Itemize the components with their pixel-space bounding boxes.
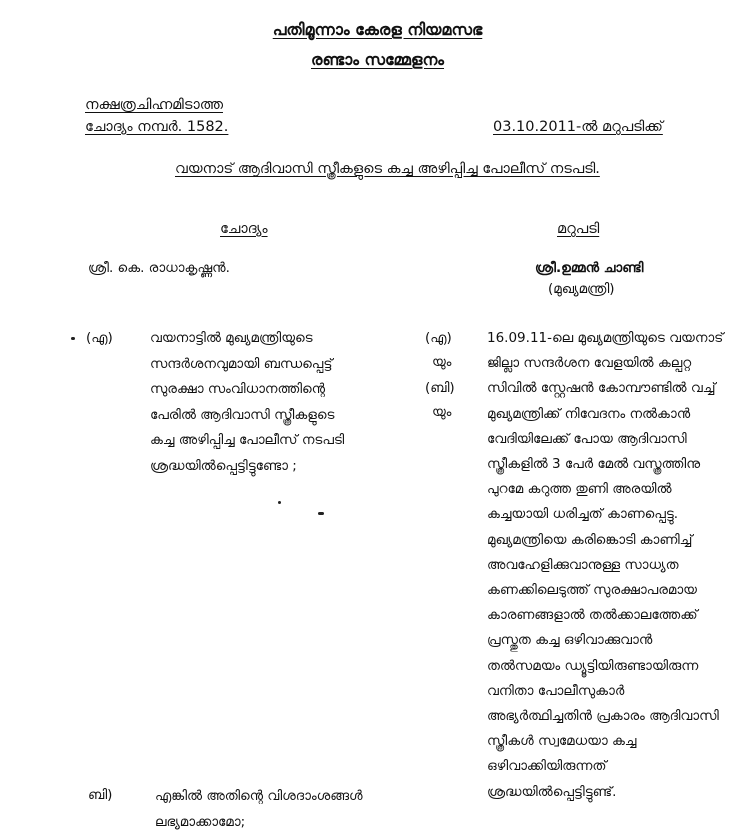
answer-line: ജില്ലാ സന്ദർശന വേളയിൽ കല്പറ്റ [487, 355, 692, 372]
question-a-line: കച്ച അഴിപ്പിച്ച പോലീസ് നടപടി [150, 432, 345, 448]
asked-by: ശ്രീ. കെ. രാധാകൃഷ്ണൻ. [88, 260, 230, 276]
question-a-line: ശ്രദ്ധയിൽപ്പെട്ടിട്ടുണ്ടോ ; [150, 457, 297, 474]
answer-line: ഒഴിവാക്കിയിരുന്നത് [487, 758, 607, 775]
question-number: ചോദ്യം നമ്പർ. 1582. [85, 119, 229, 135]
scan-mark [318, 512, 324, 515]
question-a-line: വയനാട്ടിൽ മുഖ്യമന്ത്രിയുടെ [150, 330, 313, 346]
answer-line: അവഹേളിക്കുവാനുള്ള സാധ്യത [487, 556, 679, 573]
answer-label: യും [432, 404, 452, 420]
question-heading: ചോദ്യം [220, 221, 268, 237]
answer-line: പ്രസ്തുത കച്ച ഒഴിവാക്കുവാൻ [487, 632, 653, 649]
answer-text [487, 326, 723, 805]
scan-mark [71, 337, 75, 340]
answer-label: യും [432, 354, 452, 370]
scan-mark [278, 501, 281, 504]
answer-label: (എ) [425, 330, 452, 346]
answer-line: കാരണങ്ങളാൽ തൽക്കാലത്തേക്ക് [487, 607, 698, 624]
answer-line: കണക്കിലെടുത്ത് സുരക്ഷാപരമായ [487, 582, 697, 599]
answer-line: പുറമേ കറുത്ത തുണി അരയിൽ [487, 481, 672, 498]
subject-line: വയനാട് ആദിവാസി സ്ത്രീകളുടെ കച്ച അഴിപ്പിച്ച പോലീസ് നടപടി. [175, 161, 600, 177]
question-b-line: ലഭ്യമാക്കാമോ; [155, 814, 246, 830]
question-a-line: സന്ദർശനവുമായി ബന്ധപ്പെട്ട് [150, 355, 333, 372]
answer-line: ശ്രദ്ധയിൽപ്പെട്ടിട്ടുണ്ട്. [487, 783, 617, 800]
answer-heading: മറുപടി [557, 221, 600, 237]
answer-line: മുഖ്യമന്ത്രിക്ക് നിവേദനം നൽകാൻ [487, 405, 691, 422]
minister-name: ശ്രീ.ഉമ്മൻ ചാണ്ടി [535, 260, 644, 276]
minister-designation: (മുഖ്യമന്ത്രി) [548, 281, 615, 297]
answer-line: 16.09.11-ലെ മുഖ്യമന്ത്രിയുടെ വയനാട് [487, 330, 724, 346]
question-b-text [155, 783, 363, 835]
answer-line: കച്ചയായി ധരിച്ചത് കാണപ്പെട്ടു. [487, 506, 679, 523]
answer-label: (ബി) [425, 380, 455, 396]
question-a-text [150, 326, 344, 479]
answer-line: സ്ത്രീകൾ സ്വമേധയാ കച്ച [487, 733, 637, 750]
answer-line: തൽസമയം ഡ്യൂട്ടിയിരുണ്ടായിരുന്ന [487, 657, 699, 674]
question-type: നക്ഷത്രചിഹ്നമിടാത്ത [85, 97, 223, 113]
answer-line: വേദിയിലേക്ക് പോയ ആദിവാസി [487, 430, 687, 447]
assembly-title: പതിമൂന്നാം കേരള നിയമസഭ [272, 20, 483, 39]
question-a-line: പേരിൽ ആദിവാസി സ്ത്രീകളുടെ [150, 406, 335, 423]
answer-line: സ്ത്രീകളിൽ 3 പേർ മേൽ വസ്ത്രത്തിനു [487, 456, 701, 473]
answer-line: വനിതാ പോലീസുകാർ [487, 682, 625, 699]
question-a-line: സുരക്ഷാ സംവിധാനത്തിന്റെ [150, 381, 326, 397]
question-a-label: (എ) [86, 330, 113, 346]
session-title: രണ്ടാം സമ്മേളനം [310, 50, 445, 69]
answer-line: അഭ്യർത്ഥിച്ചതിൻ പ്രകാരം ആദിവാസി [487, 708, 719, 725]
question-b-label: ബി) [88, 787, 113, 803]
answer-line: സിവിൽ സ്റ്റേഷൻ കോമ്പൗണ്ടിൽ വച്ച് [487, 380, 716, 397]
answer-date: 03.10.2011-ൽ മറുപടിക്ക് [493, 119, 663, 135]
question-b-line: എങ്കിൽ അതിന്റെ വിശദാംശങ്ങൾ [155, 788, 363, 804]
answer-line: മുഖ്യമന്ത്രിയെ കരിങ്കൊടി കാണിച്ച് [487, 531, 693, 548]
